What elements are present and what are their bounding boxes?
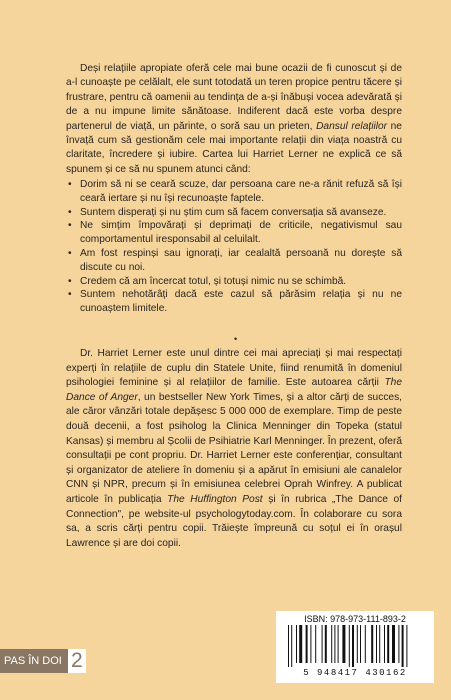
bio-book-title: The Dance of Anger [66,377,402,403]
bio-text-part2: , un bestseller New York Times, și a altor cărți de succes, ale căror vânzări totale depășesc 5 000 000 de exemplare. Timp de peste două decenii, a fost psiholog la Clinica Menninger din Topeka (statul Kansas) și membru al Școlii de Psihiatrie Karl Menninger. În prezent, oferă consultații pe cont propriu. Dr. Harriet Lerner este conferențiar, consultant și organizator de ateliere în domeniu și a apărut în emisiuni ale canalelor CNN și NPR, precum și în emisiunea celebrei Oprah Winfrey. A publicat articole în publicația [66,391,402,505]
series-badge [0,649,86,673]
barcode-icon [288,625,422,667]
list-item [66,206,402,220]
bullet-icon: • [68,289,72,301]
list-item-text: Suntem disperați și nu știm cum să facem conversația să avanseze. [80,206,387,218]
isbn-label: ISBN: 978-973-111-893-2 [304,614,406,624]
bio-publication-title: The Huffington Post [167,493,263,505]
list-item-text: Suntem nehotărâți dacă este cazul să părăsim relația și nu ne cunoaștem limitele. [80,289,402,315]
list-item-text: Credem că am încercat totul, și totuși nimic nu se schimbă. [80,275,347,287]
intro-text-part2: ne învață cum să gestionăm cele mai importante relații din viața noastră cu claritate, încredere și iubire. Cartea lui Harriet Lerner ne explică ce să spunem și ce să nu spunem atunci când: [66,120,402,175]
bullet-list [66,178,402,316]
bullet-icon: • [68,179,72,190]
intro-text-part1: Deși relațiile apropiate oferă cele mai bune ocazii de fi cunoscut și de a-l cunoaște pe celălalt, ele sunt totodată un teren propice pentru tăcere și frustrare, pentru că oamenii au tendința de a-și înăbuși vocea adevărată și de a nu impune limite sănătoase. Indiferent dacă este vorba despre partenerul de viață, un părinte, o soră sau un prieten, [66,63,402,132]
list-item-text: Dorim să ni se ceară scuze, dar persoana care ne-a rănit refuză să își ceară iertare și nu își recunoaște faptele. [80,179,402,204]
barcode-panel [276,611,434,683]
intro-paragraph [66,62,402,177]
list-item-text: Ne simțim împovărați și deprimați de criticile, negativismul sau comportamentul iresponsabil al celuilalt. [80,220,402,246]
series-name: PAS ÎN DOI [0,649,68,673]
bio-text-part3: și în rubrica „The Dance of Connection", pe website-ul psychologytoday.com. În colaborare cu sora sa, a scris cărți pentru copii. Trăiește împreună cu soțul ei în orașul Lawrence și are doi copii. [66,493,402,549]
intro-book-title: Dansul relațiilor [316,120,388,132]
bullet-icon: • [68,220,72,232]
list-item [66,219,402,247]
list-item [66,247,402,275]
list-item [66,275,402,289]
bio-text-part1: Dr. Harriet Lerner este unul dintre cei mai apreciați și mai respectați experți în relațiile de cuplu din Statele Unite, fiind renumită în domeniul psihologiei feminine și al relațiilor de familie. Este autoarea cărții [66,348,402,389]
series-number: 2 [68,649,86,673]
list-item [66,178,402,206]
barcode-number: 5 948417 430162 [303,668,407,678]
section-separator: • [234,334,238,344]
list-item [66,288,402,316]
author-bio [66,347,402,551]
bullet-icon: • [68,247,72,259]
list-item-text: Am fost respinși sau ignorați, iar cealaltă persoană nu dorește să discute cu noi. [80,247,402,273]
bullet-icon: • [68,206,72,218]
bullet-icon: • [68,275,72,287]
